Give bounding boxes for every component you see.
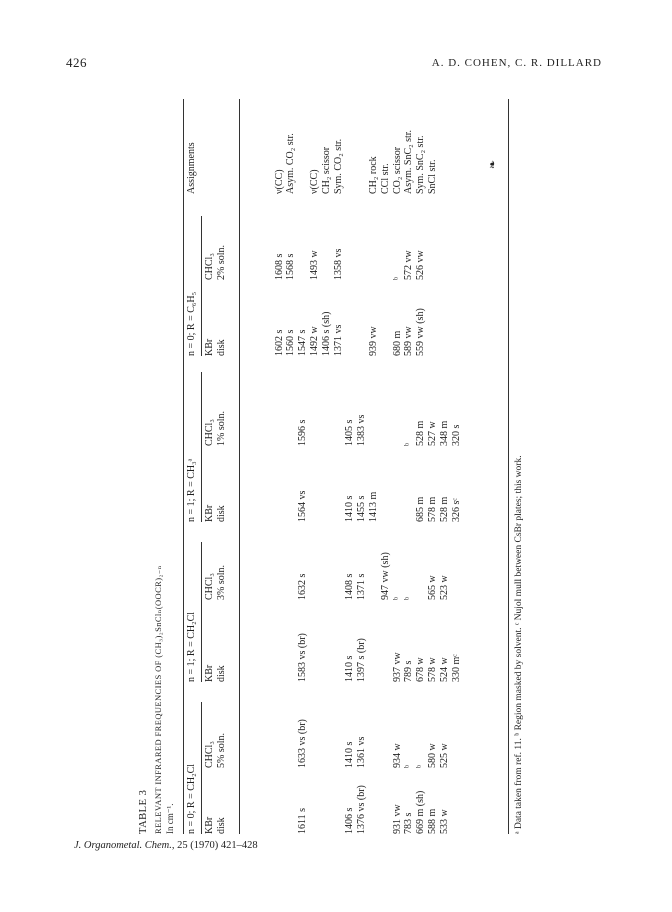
rotated-table-region — [138, 94, 538, 834]
speck-mark: ❧ — [487, 159, 500, 170]
data-column-4: 1632 s 1408 s 1371 s 947 vw (sh) ᵇ ᵇ 565 w 523 w — [297, 552, 450, 600]
data-column-8: 1608 s 1568 s 1493 w 1358 vs ᵇ 572 vw 526 vw — [273, 248, 427, 280]
table-bottom-rule — [508, 99, 509, 834]
data-column-7: 1602 s 1560 s 1547 s 1492 w 1406 s (sh) 1371 vs 939 vw 680 m 589 vw 559 vw (sh) — [273, 308, 427, 356]
group-rule-3 — [201, 372, 202, 522]
group-rule-1 — [201, 702, 202, 834]
data-column-5: 1564 vs 1410 s 1455 s 1413 m 685 m 578 m 528 m 326 sᶜ — [297, 490, 462, 522]
subheader-6: CHCl₃ 1% soln. — [204, 411, 227, 446]
subheader-3: KBr disk — [204, 664, 227, 682]
data-column-3: 1583 vs (br) 1410 s 1397 s (br) 937 vw 789 s 678 w 578 w 524 w 330 mᶜ — [297, 633, 462, 682]
group-header-1: n = 0; R = CH₂Cl — [186, 763, 197, 834]
group-header-2: n = 1; R = CH₂Cl — [186, 611, 197, 682]
subheader-2: CHCl₃ 5% soln. — [204, 733, 227, 768]
subheader-4: CHCl₃ 3% soln. — [204, 565, 227, 600]
subheader-5: KBr disk — [204, 504, 227, 522]
group-header-assignments: Assignments — [186, 142, 197, 194]
subheader-8: CHCl₃ 2% soln. — [204, 245, 227, 280]
running-head: A. D. COHEN, C. R. DILLARD — [431, 57, 602, 69]
journal-citation: 25 (1970) 421–428 — [177, 840, 258, 851]
journal-name: J. Organometal. Chem., — [74, 840, 175, 851]
group-rule-4 — [201, 216, 202, 356]
group-rule-2 — [201, 542, 202, 682]
table-footnote: ᵃ Data taken from ref. 11. ᵇ Region masked by solvent. ᶜ Nujol mull between CsBr plates; this work. — [514, 455, 524, 834]
data-column-2: 1633 vs (br) 1410 s 1361 vs 934 w ᵇ ᵇ 580 w 525 w — [297, 719, 450, 768]
table-unit: In cm⁻¹. — [165, 803, 175, 834]
subheader-7: KBr disk — [204, 338, 227, 356]
data-column-1: 1611 s 1406 s 1376 vs (br) 931 vw 783 s 669 m (sh) 588 m 533 w — [297, 785, 450, 834]
table-header-rule — [239, 99, 240, 834]
table-top-rule — [183, 99, 184, 834]
table-caption: RELEVANT INFRARED FREQUENCIES OF (CH₃)₂SnClₙ(OOCR)₂₋ₙ — [153, 565, 163, 834]
group-header-4: n = 0; R = C₆H₅ — [186, 291, 197, 356]
data-column-6: 1596 s 1405 s 1383 vs ᵇ 528 m 527 w 348 m 320 s — [297, 414, 462, 446]
assignments-column: ν(CC) Asym. CO₂ str. ν(CC) CH₂ scissor Sym. CO₂ str. CH₂ rock CCl str. CO₂ scissor Asym. SnC₂ str. Sym. SnC₂ str. SnCl str. — [273, 129, 438, 194]
subheader-1: KBr disk — [204, 816, 227, 834]
table-3 — [138, 94, 538, 834]
table-label: TABLE 3 — [138, 789, 149, 834]
group-header-3: n = 1; R = CH₃ᵃ — [186, 458, 197, 522]
journal-footer — [74, 840, 258, 851]
page-number: 426 — [66, 55, 87, 70]
